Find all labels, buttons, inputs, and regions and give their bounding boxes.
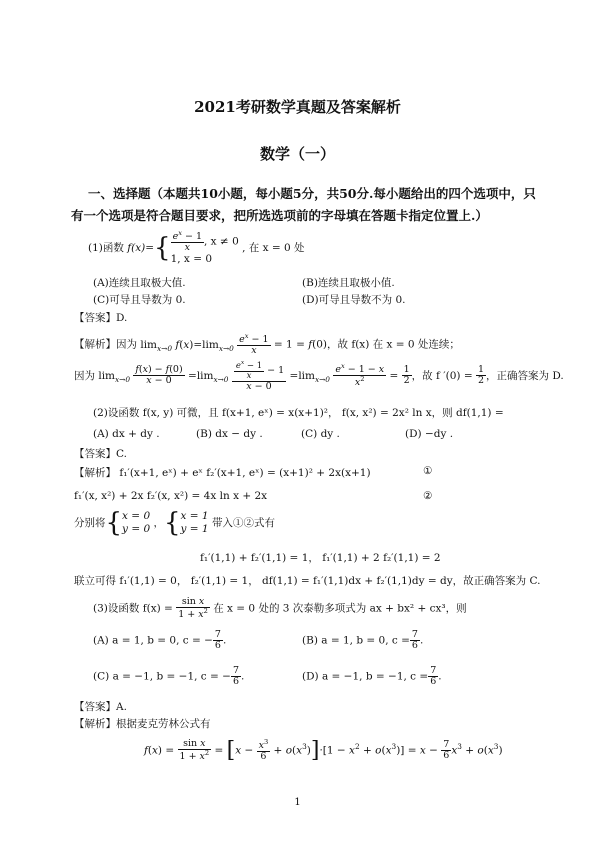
q1-option-d: (D)可导且导数不为 0. [302,294,406,306]
q3-answer: 【答案】A. [74,701,127,713]
q1-func: f(x)= [127,242,155,255]
q3-option-a: (A) a = 1, b = 0, c = − $\frac{7}{6}$ . [93,629,227,651]
page-number: 1 [294,797,301,808]
q2-equation-2: f₁′(x, x²) + 2x f₂′(x, x²) = 4x ln x + 2x [74,490,268,502]
q1-tail: , 在 x = 0 处 [242,242,305,255]
q2-option-d: (D) −dy . [405,428,454,440]
q2-result: f₁′(1,1) + f₂′(1,1) = 1， f₁′(1,1) + 2 f₂′(1,1) = 2 [200,552,441,564]
q1-option-b: (B)连续且取极小值. [302,277,395,289]
q3-maclaurin-formula: f(x) = $\frac{\text{sin x}}{1 + x^2}$ = [x − $\frac{x^3}{6}$ + $o(x^3)]\cdot[1 - x^2 + o(x^3)] = x$ − $\frac{7}{6}$ $x^3 + o(x^3)$ [144,737,503,763]
q1-cases: $\frac{e^x - 1}{x}$ , x ≠ 0 1, x = 0 [170,229,239,266]
page-title: 2021考研数学真题及答案解析 [194,98,401,116]
q1-analysis-2: 因为 $\lim_{x\to 0}$ $\frac{f(x) - f(0)}{x - 0}$ $=\lim_{x\to 0}$ $\frac{e^x - 1}{x}$ − 1 x − 0 $=\lim_{x\to 0}$ $\frac{e^x - 1 - x}{x^2}$ = $\frac{1}{2}$ ，故 f ′(0) = $\frac{1}{2}$ ，正确答案为 D. [74,359,564,392]
q2-option-c: (C) dy . [301,428,340,440]
q1-label: (1)函数 [88,242,124,255]
q1-analysis-1: 【解析】因为 $\lim_{x\to 0} f(x)=\lim_{x\to 0}$ $\frac{e^x - 1}{x}$ = 1 = f(0)，故 f(x) 在 x = 0 处连续； [74,332,460,357]
q2-option-a: (A) dx + dy . [93,428,160,440]
q1-option-c: (C)可导且导数为 0. [93,294,186,306]
q2-option-b: (B) dx − dy . [196,428,263,440]
q3-option-c: (C) a = −1, b = −1, c = − $\frac{7}{6}$ . [93,665,245,687]
section-heading-cont: 有一个选项是符合题目要求，把所选选项前的字母填在答题卡指定位置上.） [71,208,488,223]
q3-analysis: 【解析】根据麦克劳林公式有 [74,718,211,730]
q3-option-d: (D) a = −1, b = −1, c = $\frac{7}{6}$ . [302,665,442,687]
q1-option-a: (A)连续且取极大值. [93,277,186,289]
brace: { [154,233,171,264]
q2-equation-1: 【解析】 f₁′(x+1, eˣ) + eˣ f₂′(x+1, eˣ) = (x+1)² + 2x(x+1) [74,467,371,479]
q2-answer: 【答案】C. [74,448,127,460]
q3-option-b: (B) a = 1, b = 0, c = $\frac{7}{6}$ . [302,629,424,651]
page-subtitle: 数学（一） [259,145,335,163]
q2-substitution: 分别将{ x = 0 y = 0 ，{ x = 1 y = 1 带入①②式有 [74,508,275,539]
section-heading: 一、选择题（本题共10小题，每小题5分，共50分.每小题给出的四个选项中，只 [88,186,536,201]
q2-equation-1-mark: ① [423,465,433,477]
q1-answer: 【答案】D. [74,312,128,324]
q2-conclusion: 联立可得 f₁′(1,1) = 0， f₂′(1,1) = 1， df(1,1) = f₁′(1,1)dx + f₂′(1,1)dy = dy，故正确答案为 C. [74,575,541,587]
question-3: (3)设函数 f(x) = $\frac{\text{sin x}}{1 + x^2}$ 在 x = 0 处的 3 次泰勒多项式为 ax + bx² + cx³，则 [93,596,467,621]
question-1 [88,230,305,266]
q2-equation-2-mark: ② [423,490,433,502]
question-2: (2)设函数 f(x, y) 可微，且 f(x+1, eˣ) = x(x+1)²， f(x, x²) = 2x² ln x，则 df(1,1) = [93,407,504,419]
